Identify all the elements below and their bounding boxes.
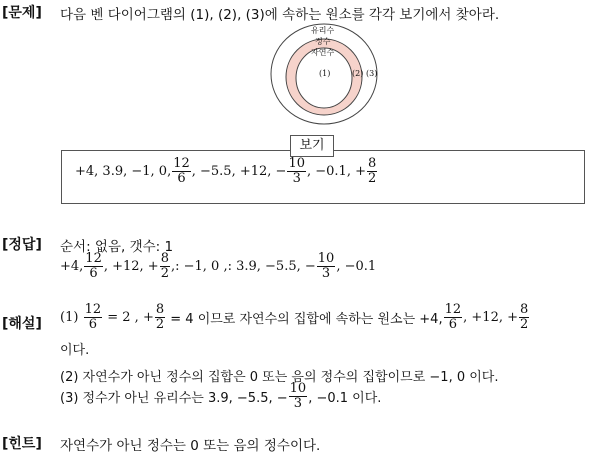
bogi-text-1: +4, 3.9, −1, 0, [75, 164, 172, 179]
problem-text: 다음 벤 다이어그램의 (1), (2), (3)에 속하는 원소를 각각 보기에서 찾아라. [60, 7, 500, 23]
answer-text-b: , +12, + [103, 259, 159, 274]
natural-label: 자연수 [311, 48, 335, 57]
venn-diagram [269, 22, 381, 134]
answer-label: [정답] [2, 237, 42, 253]
bogi-text-2: , −5.5, +12, − [191, 164, 287, 179]
explanation-para-1-end: 이다. [60, 343, 90, 358]
answer-fraction-2: $\frac{8}{2}$ [160, 251, 169, 281]
expl-fraction-3: $\frac{12}{6}$ [444, 302, 462, 332]
bogi-fraction-2: $\frac{10}{3}$ [288, 156, 305, 186]
answer-text-a: +4, [60, 259, 84, 274]
expl-text-c: = 4 이므로 자연수의 집합에 속하는 원소는 +4, [170, 312, 443, 327]
bogi-title: 보기 [290, 135, 334, 157]
region-2-label: (2) [352, 69, 364, 78]
integer-label: 정수 [315, 37, 331, 46]
expl-text-a: (1) [60, 310, 79, 325]
region-3-label: (3) [366, 69, 378, 78]
expl-text-b: = 2 , + [107, 310, 154, 325]
answer-text-c: ,: −1, 0 ,: 3.9, −5.5, − [170, 259, 316, 274]
bogi-items [75, 157, 378, 186]
explanation-para-2: (2) 자연수가 아닌 정수의 집합은 0 또는 음의 정수의 집합이므로 −1, 0 이다. [60, 370, 499, 385]
rational-label: 유리수 [311, 26, 335, 35]
region-1-label: (1) [319, 69, 331, 78]
problem-label: [문제] [2, 5, 42, 21]
answer-line-2 [60, 252, 376, 281]
answer-fraction-3: $\frac{10}{3}$ [317, 251, 335, 281]
answer-text-d: , −0.1 [336, 259, 377, 274]
answer-line-1: 순서: 없음, 갯수: 1 [60, 239, 174, 255]
explanation-para-3 [60, 382, 381, 411]
answer-fraction-1: $\frac{12}{6}$ [85, 251, 102, 281]
expl3-fraction: $\frac{10}{3}$ [289, 381, 307, 411]
expl-text-d: , +12, + [463, 310, 518, 325]
hint-label: [힌트] [2, 436, 42, 452]
expl-fraction-1: $\frac{12}{6}$ [84, 302, 102, 332]
bogi-fraction-1: $\frac{12}{6}$ [173, 156, 190, 186]
expl3-text-b: , −0.1 이다. [308, 391, 382, 406]
bogi-fraction-3: $\frac{8}{2}$ [368, 156, 377, 186]
explanation-para-1 [60, 303, 530, 332]
expl-fraction-2: $\frac{8}{2}$ [155, 302, 165, 332]
explanation-label: [해설] [2, 316, 42, 332]
bogi-text-3: , −0.1, + [307, 164, 366, 179]
expl3-text-a: (3) 정수가 아닌 유리수는 3.9, −5.5, − [60, 391, 288, 406]
expl-fraction-4: $\frac{8}{2}$ [520, 302, 529, 332]
hint-text: 자연수가 아닌 정수는 0 또는 음의 정수이다. [60, 438, 321, 452]
